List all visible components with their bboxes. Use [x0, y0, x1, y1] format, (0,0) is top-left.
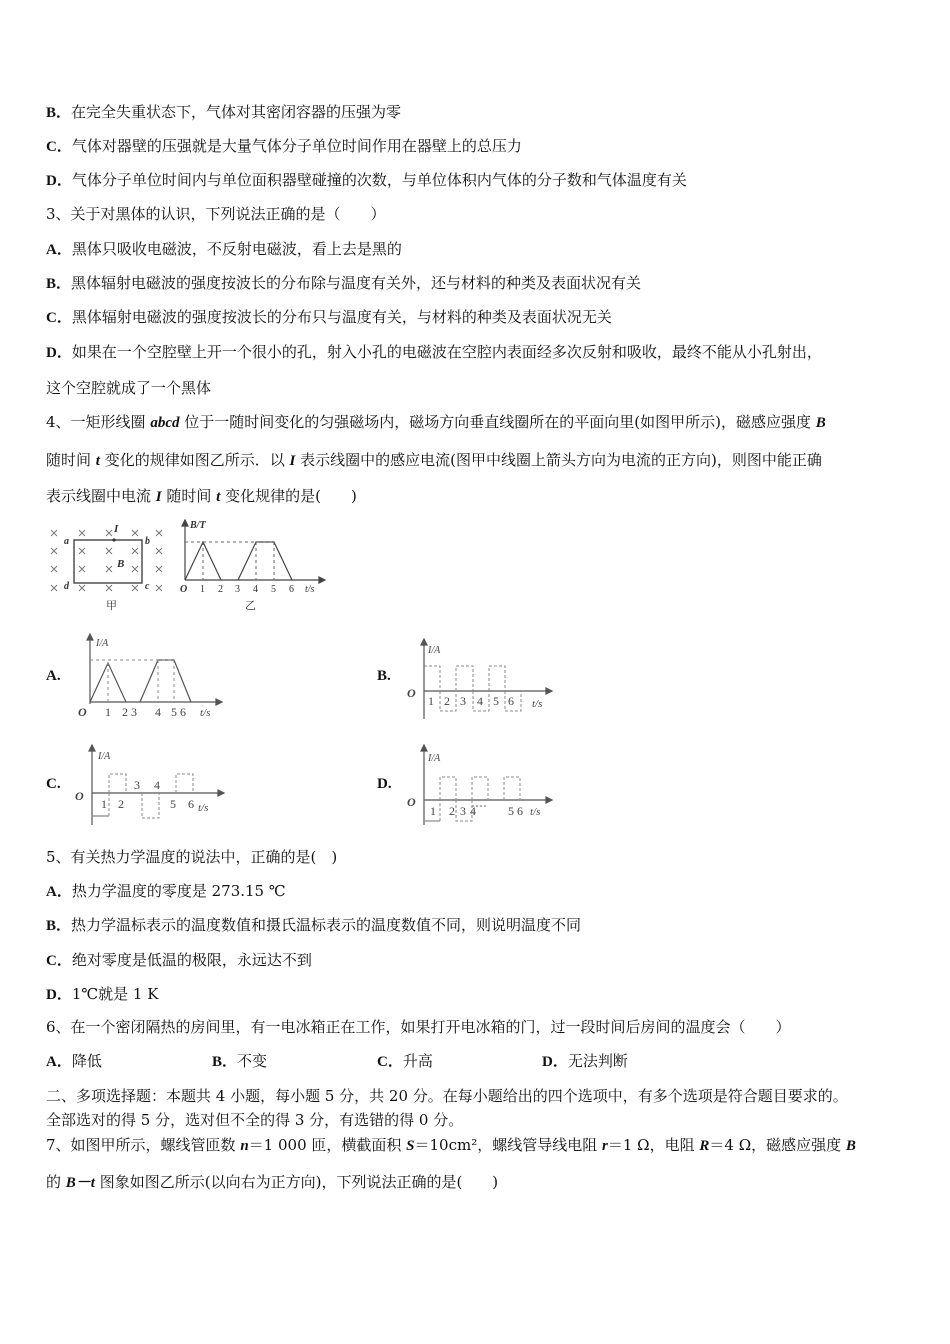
- q4-option-c-label: C.: [46, 776, 61, 792]
- text: 位于一随时间变化的匀强磁场内，磁场方向垂直线圈所在的平面向里(如图甲所示)，磁感应强度: [179, 413, 816, 431]
- svg-text:甲: 甲: [106, 600, 117, 612]
- q2-option-d: [46, 170, 687, 191]
- q3-option-d-cont: 这个空腔就成了一个黑体: [46, 379, 212, 397]
- option-text: 无法判断: [567, 1052, 628, 1070]
- figure-yi-bt-graph: [175, 518, 330, 614]
- svg-text:6: 6: [508, 694, 514, 708]
- text: ＝1 Ω，电阻: [607, 1136, 700, 1154]
- svg-text:4: 4: [253, 584, 258, 595]
- var-B-t: B－t: [65, 1175, 95, 1191]
- q5-option-d: [46, 984, 158, 1005]
- svg-text:t/s: t/s: [305, 584, 315, 595]
- var-I: I: [289, 453, 296, 469]
- svg-text:a: a: [64, 536, 69, 547]
- var-S: S: [406, 1138, 415, 1154]
- svg-text:4: 4: [470, 804, 476, 818]
- q4-stem-line1: [46, 412, 826, 433]
- var-B: B: [845, 1138, 856, 1154]
- svg-text:I/A: I/A: [428, 645, 441, 656]
- figure-jia-coil: [44, 518, 170, 614]
- q6-option-a: [46, 1051, 102, 1072]
- svg-text:1: 1: [428, 694, 434, 708]
- option-text: 黑体辐射电磁波的强度按波长的分布除与温度有关外，还与材料的种类及表面状况有关: [71, 274, 642, 292]
- svg-text:O: O: [75, 789, 84, 803]
- svg-text:4: 4: [155, 705, 161, 719]
- svg-text:t/s: t/s: [532, 698, 543, 710]
- svg-text:1: 1: [101, 797, 107, 811]
- svg-text:乙: 乙: [245, 600, 256, 612]
- svg-text:t/s: t/s: [198, 802, 209, 814]
- svg-text:3: 3: [460, 694, 466, 708]
- q3-stem: 3、关于对黑体的认识，下列说法正确的是（ ）: [46, 205, 386, 223]
- svg-text:t/s: t/s: [200, 707, 211, 719]
- option-label: D．: [46, 987, 72, 1003]
- q7-stem-line2: [46, 1172, 498, 1193]
- option-text: 气体对器壁的压强就是大量气体分子单位时间作用在器壁上的总压力: [71, 137, 522, 155]
- var-r: r: [602, 1138, 608, 1154]
- text: 的: [46, 1173, 66, 1191]
- svg-text:1: 1: [430, 804, 436, 818]
- q6-option-c: [377, 1051, 433, 1072]
- svg-text:d: d: [64, 581, 69, 592]
- option-label: B．: [46, 918, 72, 934]
- option-label: D．: [46, 173, 72, 189]
- svg-text:2: 2: [218, 584, 223, 595]
- svg-text:O: O: [407, 686, 416, 700]
- option-text: 黑体辐射电磁波的强度按波长的分布只与温度有关，与材料的种类及表面状况无关: [71, 308, 612, 326]
- text: 变化的规律如图乙所示．以: [99, 451, 290, 469]
- q4-stem-line3: [46, 486, 357, 507]
- option-label: D．: [542, 1054, 568, 1070]
- q4-option-c-graph[interactable]: [74, 743, 234, 828]
- svg-text:4: 4: [154, 778, 160, 792]
- option-label: A．: [46, 1054, 72, 1070]
- svg-text:I: I: [114, 523, 119, 535]
- svg-text:1: 1: [105, 705, 111, 719]
- text: 表示线圈中的感应电流(图甲中线圈上箭头方向为电流的正方向)，则图中能正确: [295, 451, 822, 469]
- svg-text:5: 5: [508, 804, 514, 818]
- option-label: A．: [46, 242, 72, 258]
- section2-instructions-line1: 二、多项选择题：本题共 4 小题，每小题 5 分，共 20 分。在每小题给出的四个选项中，有多个选项是符合题目要求的。: [46, 1087, 848, 1105]
- svg-text:3: 3: [235, 584, 240, 595]
- option-text: 在完全失重状态下，气体对其密闭容器的压强为零: [71, 103, 402, 121]
- q3-option-b: [46, 273, 641, 294]
- svg-text:t/s: t/s: [530, 806, 541, 818]
- svg-text:4: 4: [477, 694, 483, 708]
- option-text: 黑体只吸收电磁波，不反射电磁波，看上去是黑的: [71, 240, 402, 258]
- var-abcd: abcd: [150, 415, 180, 431]
- q3-option-d: [46, 342, 822, 363]
- option-text: 绝对零度是低温的极限，永远达不到: [71, 951, 312, 969]
- svg-text:6: 6: [517, 804, 523, 818]
- option-text: 降低: [71, 1052, 102, 1070]
- q3-option-a: [46, 239, 402, 260]
- q4-option-a-graph[interactable]: [76, 632, 226, 722]
- text: 图象如图乙所示(以向右为正方向)，下列说法正确的是( ): [94, 1173, 499, 1191]
- q4-option-d-label: D.: [377, 776, 392, 792]
- option-label: D．: [46, 345, 72, 361]
- var-t: t: [216, 489, 221, 505]
- svg-text:B: B: [117, 558, 125, 570]
- svg-text:O: O: [78, 705, 87, 719]
- svg-text:5: 5: [271, 584, 276, 595]
- svg-text:5: 5: [493, 694, 499, 708]
- var-I: I: [155, 489, 162, 505]
- q2-option-c: [46, 136, 522, 157]
- svg-text:2 3: 2 3: [122, 705, 137, 719]
- svg-text:O: O: [180, 584, 188, 595]
- option-label: C．: [46, 953, 72, 969]
- svg-text:3: 3: [134, 778, 140, 792]
- svg-text:2: 2: [444, 694, 450, 708]
- svg-text:5: 5: [170, 797, 176, 811]
- svg-text:O: O: [407, 795, 416, 809]
- option-label: C．: [46, 310, 72, 326]
- svg-text:I/A: I/A: [96, 638, 109, 649]
- text: 随时间: [161, 487, 217, 505]
- q5-option-c: [46, 950, 312, 971]
- text: ＝4 Ω，磁感应强度: [709, 1136, 846, 1154]
- option-text: 热力学温度的零度是 273.15 ℃: [71, 882, 286, 900]
- option-text: 升高: [402, 1052, 433, 1070]
- option-text: 气体分子单位时间内与单位面积器壁碰撞的次数，与单位体积内气体的分子数和气体温度有关: [71, 171, 687, 189]
- var-t: t: [95, 453, 100, 469]
- var-B: B: [815, 415, 826, 431]
- q6-stem: 6、在一个密闭隔热的房间里，有一电冰箱正在工作，如果打开电冰箱的门，过一段时间后房间的温度会（ ）: [46, 1018, 791, 1036]
- option-label: A．: [46, 884, 72, 900]
- text: 7、如图甲所示，螺线管匝数: [46, 1136, 241, 1154]
- text: 变化规律的是( ): [220, 487, 357, 505]
- q6-option-d: [542, 1051, 628, 1072]
- q3-option-c: [46, 307, 612, 328]
- svg-text:3: 3: [460, 804, 466, 818]
- option-label: C．: [377, 1054, 403, 1070]
- svg-text:5 6: 5 6: [171, 705, 186, 719]
- option-text: 如果在一个空腔壁上开一个很小的孔，射入小孔的电磁波在空腔内表面经多次反射和吸收，最终不能从小孔射出，: [71, 343, 822, 361]
- q4-option-b-graph[interactable]: [404, 637, 564, 722]
- section2-instructions-line2: 全部选对的得 5 分，选对但不全的得 3 分，有选错的得 0 分。: [46, 1111, 464, 1129]
- svg-text:B/T: B/T: [190, 520, 206, 531]
- option-label: B．: [46, 105, 72, 121]
- q4-stem-line2: [46, 450, 822, 471]
- svg-text:6: 6: [188, 797, 194, 811]
- option-label: B．: [46, 276, 72, 292]
- text: ＝1 000 匝，横截面积: [248, 1136, 407, 1154]
- option-text: 不变: [237, 1052, 268, 1070]
- svg-text:1: 1: [200, 584, 205, 595]
- svg-text:2: 2: [449, 804, 455, 818]
- text: 随时间: [46, 451, 96, 469]
- q2-option-b: [46, 102, 401, 123]
- q4-option-d-graph[interactable]: [404, 743, 564, 828]
- q4-option-a-label: A.: [46, 668, 61, 684]
- option-label: C．: [46, 139, 72, 155]
- option-text: 热力学温标表示的温度数值和摄氏温标表示的温度数值不同，则说明温度不同: [71, 916, 582, 934]
- svg-text:b: b: [145, 536, 150, 547]
- svg-text:2: 2: [118, 797, 124, 811]
- q5-stem: 5、有关热力学温度的说法中，正确的是( ): [46, 848, 338, 866]
- q5-option-b: [46, 915, 581, 936]
- q6-option-b: [212, 1051, 267, 1072]
- text: 4、一矩形线圈: [46, 413, 151, 431]
- text: 表示线圈中电流: [46, 487, 156, 505]
- q7-stem-line1: [46, 1135, 856, 1156]
- option-text: 1℃就是 1 K: [71, 985, 159, 1003]
- q5-option-a: [46, 881, 286, 902]
- svg-text:I/A: I/A: [98, 751, 111, 762]
- var-n: n: [240, 1138, 249, 1154]
- text: ＝10cm²，螺线管导线电阻: [414, 1136, 602, 1154]
- var-R: R: [699, 1138, 710, 1154]
- svg-text:c: c: [145, 581, 150, 592]
- option-label: B．: [212, 1054, 238, 1070]
- svg-text:I/A: I/A: [428, 753, 441, 764]
- q4-option-b-label: B.: [377, 668, 391, 684]
- svg-text:6: 6: [289, 584, 294, 595]
